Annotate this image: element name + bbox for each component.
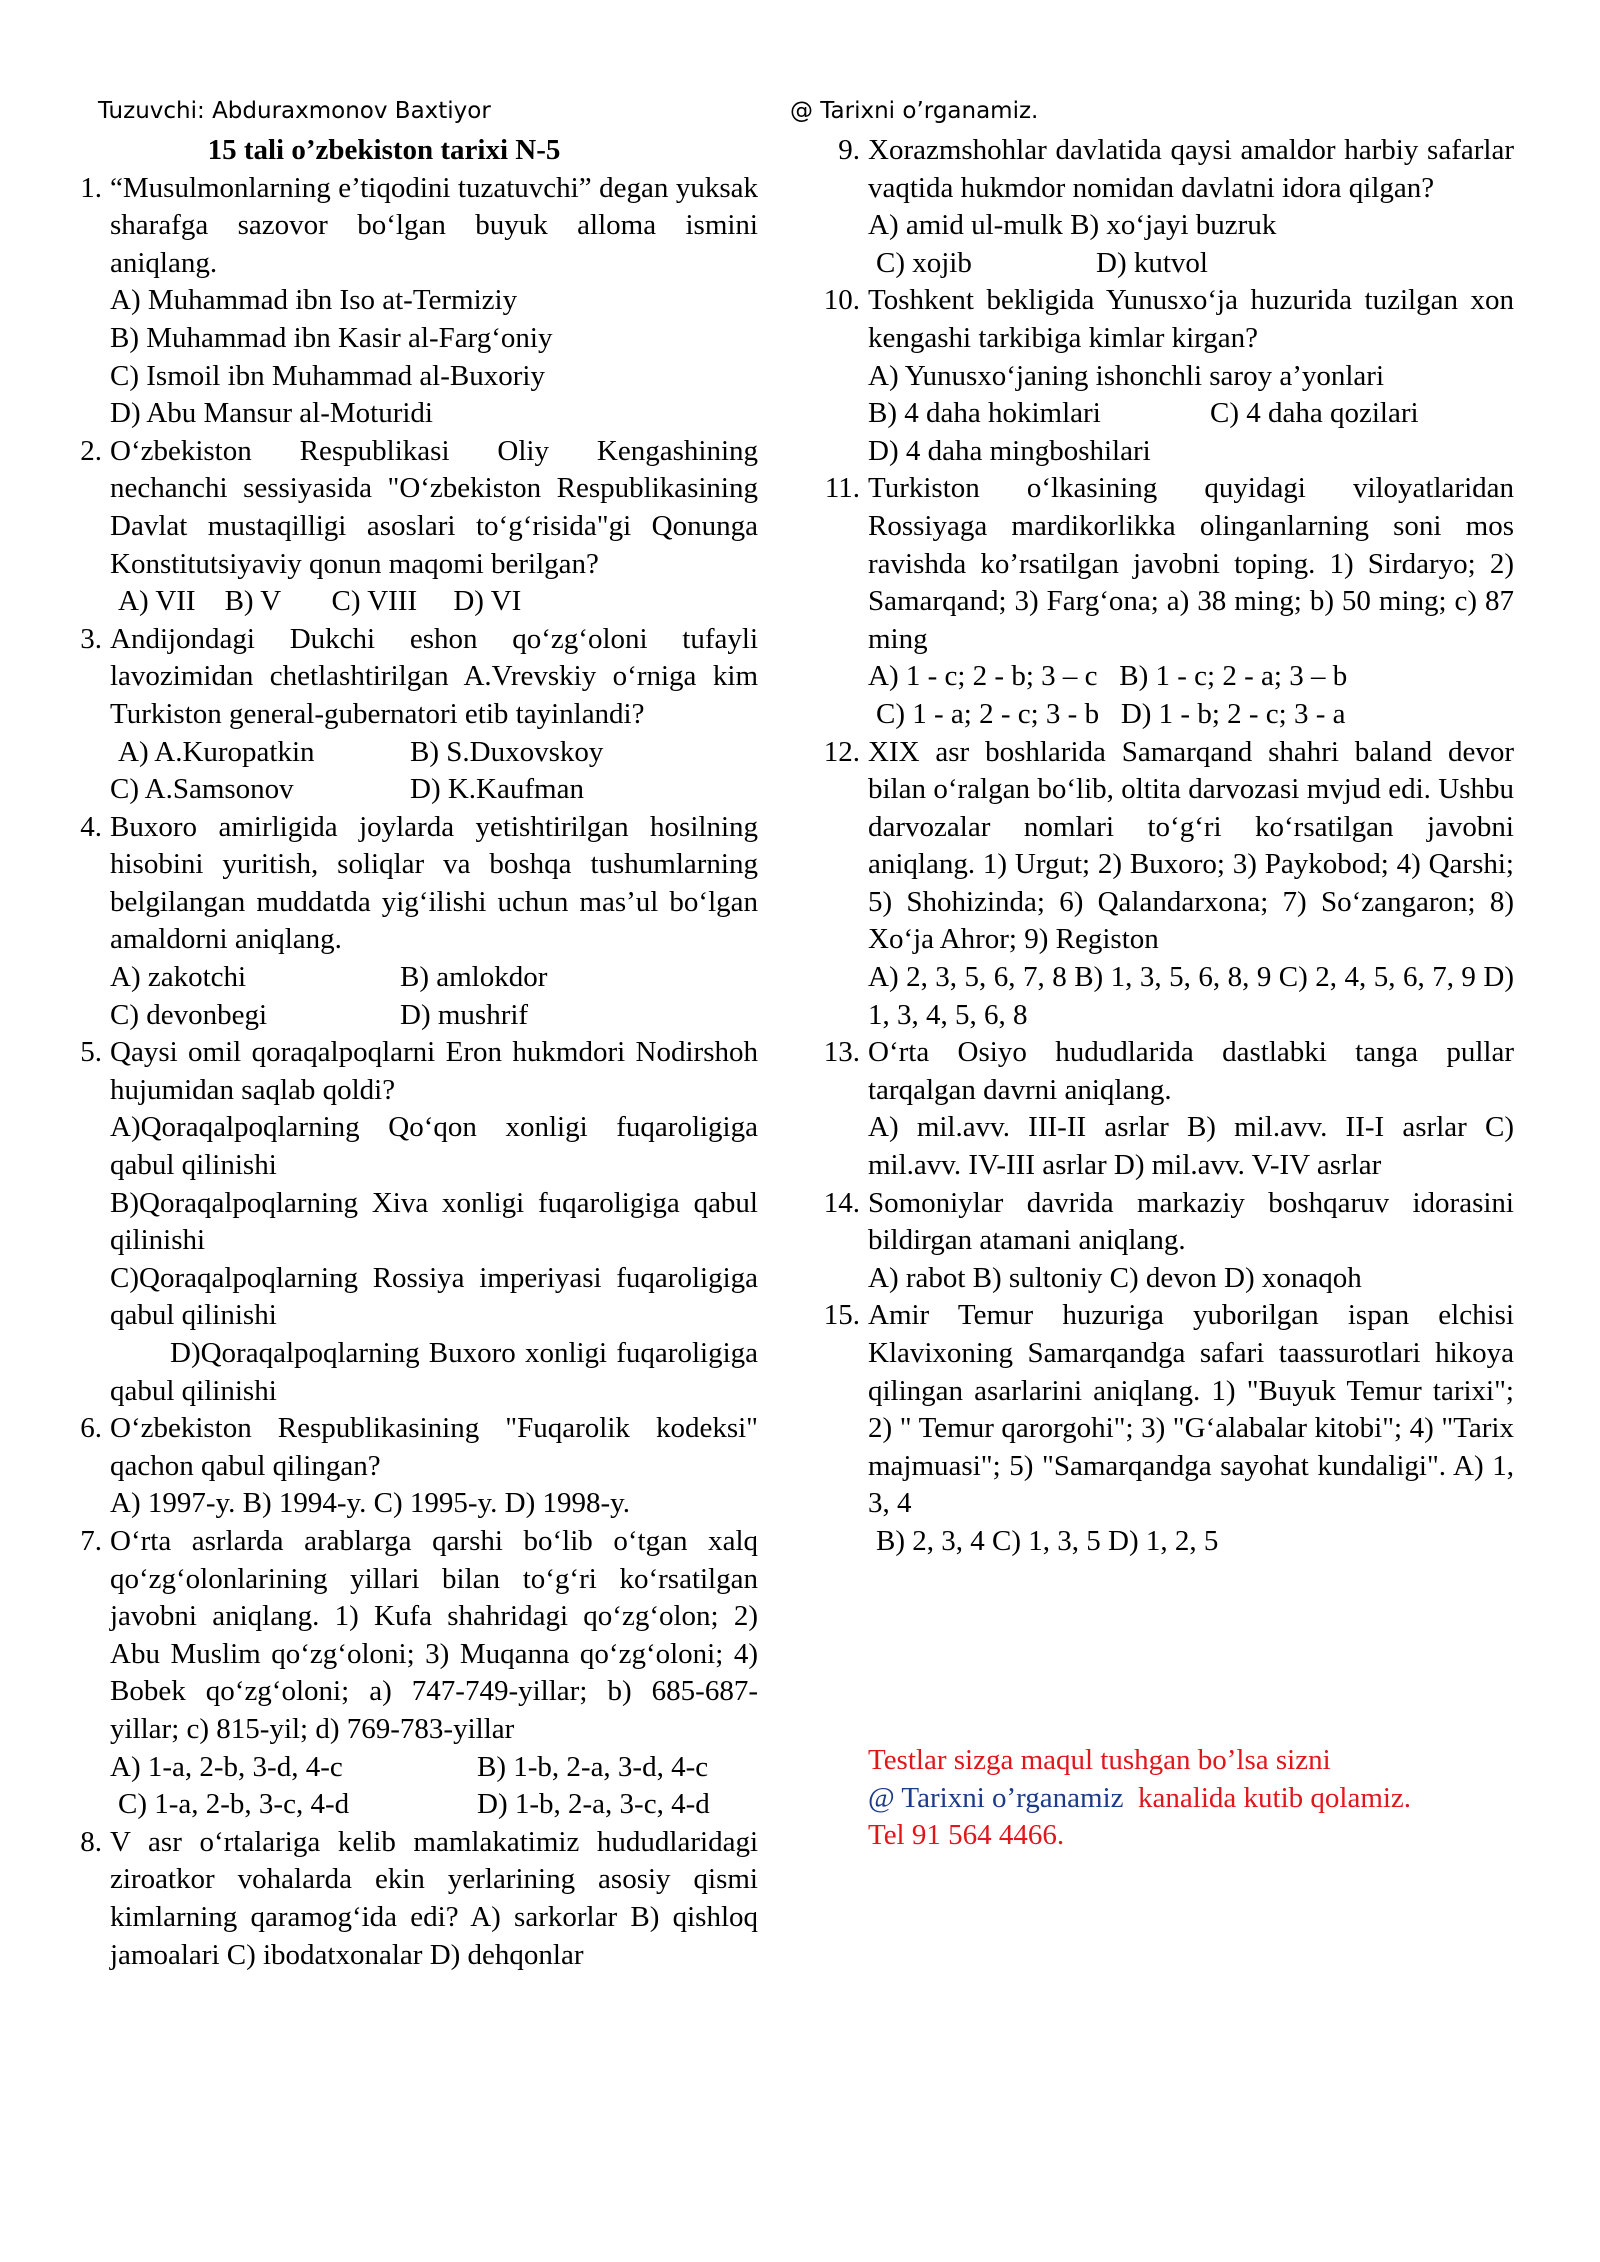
option: C) xojib — [876, 246, 972, 279]
promo-text: kanalida kutib qolamiz. — [1123, 1781, 1412, 1814]
option: D)Qoraqalpoqlarning Buxoro xonligi fuqaroligiga qabul qilinishi — [110, 1337, 758, 1407]
question-number: 5. — [80, 1036, 102, 1069]
question-15 — [818, 1297, 1514, 1560]
question-text: Andijondagi Dukchi eshon qo‘zg‘oloni tufayli lavozimidan chetlashtirilgan A.Vrevskiy o‘rniga kim Turkiston general-gubernatori etib tayinlandi? — [110, 622, 758, 730]
option: A) 2, 3, 5, 6, 7, 8 B) 1, 3, 5, 6, 8, 9 C) 2, 4, 5, 6, 7, 9 D) 1, 3, 4, 5, 6, 8 — [868, 961, 1514, 1031]
option: C) 1 - a; 2 - c; 3 - b D) 1 - b; 2 - c; 3 - a — [876, 697, 1346, 730]
question-number: 11. — [824, 472, 860, 505]
option: C)Qoraqalpoqlarning Rossiya imperiyasi fuqaroligiga qabul qilinishi — [110, 1261, 758, 1332]
option: C) 4 daha qozilari — [1210, 397, 1419, 430]
option: D) kutvol — [1096, 246, 1208, 279]
question-number: 2. — [80, 434, 102, 467]
promo-line: Testlar sizga maqul tushgan bo’lsa sizni — [868, 1744, 1331, 1776]
option: B) 2, 3, 4 C) 1, 3, 5 D) 1, 2, 5 — [876, 1524, 1219, 1557]
question-text: V asr o‘rtalariga kelib mamlakatimiz hududlaridagi ziroatkor vohalarda ekin yerlarining asosiy qismi kimlarning qaramog‘ida edi? A) sarkorlar B) qishloq jamoalari C) ibodatxonalar D) dehqonlar — [110, 1825, 758, 1971]
question-text: Buxoro amirligida joylarda yetishtirilgan hosilning hisobini yuritish, soliqlar va boshqa tushumlarning belgilangan muddatda yig‘ilishi uchun mas’ul bo‘lgan amaldorni aniqlang. — [110, 810, 758, 956]
question-number: 9. — [838, 134, 860, 166]
option: D) Abu Mansur al-Moturidi — [110, 397, 433, 430]
option: C) 1-a, 2-b, 3-c, 4-d — [118, 1788, 350, 1821]
channel-header: @ Tarixni o’rganamiz. — [790, 98, 1039, 124]
option: C) Ismoil ibn Muhammad al-Buxoriy — [110, 359, 545, 392]
question-number: 7. — [80, 1524, 102, 1557]
option: D) K.Kaufman — [410, 773, 584, 806]
question-text: Turkiston o‘lkasining quyidagi viloyatlaridan Rossiyaga mardikorlikka olinganlarning soni mos ravishda ko’rsatilgan javobni toping. 1) Sirdaryo; 2) Samarqand; 3) Farg‘ona; a) 38 ming; b) 50 ming; c) 87 ming — [868, 472, 1514, 655]
question-text: O‘rta Osiyo hududlarida dastlabki tanga pullar tarqalgan davrni aniqlang. — [868, 1036, 1514, 1106]
option: B) S.Duxovskoy — [410, 735, 604, 768]
option: A) 1997-y. B) 1994-y. C) 1995-y. D) 1998-y. — [110, 1487, 631, 1520]
question-7 — [60, 1523, 758, 1824]
question-number: 1. — [80, 171, 102, 204]
option: A) VII B) V C) VIII D) VI — [118, 585, 522, 618]
question-text: Xorazmshohlar davlatida qaysi amaldor harbiy safarlar vaqtida hukmdor nomidan davlatni idora qilgan? — [868, 134, 1514, 204]
question-text: Somoniylar davrida markaziy boshqaruv idorasini bildirgan atamani aniqlang. — [868, 1186, 1514, 1257]
option: D) mushrif — [400, 998, 529, 1031]
question-number: 10. — [823, 284, 860, 317]
option: B) amlokdor — [400, 961, 548, 994]
option: A)Qoraqalpoqlarning Qo‘qon xonligi fuqaroligiga qabul qilinishi — [110, 1111, 758, 1182]
promo-line — [868, 1780, 1411, 1818]
question-text: XIX asr boshlarida Samarqand shahri baland devor bilan o‘ralgan bo‘lib, oltita darvozasi mvjud edi. Ushbu darvozalar nomlari to‘g‘ri ko‘rsatilgan javobni aniqlang. 1) Urgut; 2) Buxoro; 3) Paykobod; 4) Qarshi; 5) Shohizinda; 6) Qalandarxona; 7) So‘zangaron; 8) Xo‘ja Ahror; 9) Registon — [868, 735, 1514, 956]
question-number: 12. — [823, 735, 860, 768]
option: B) 4 daha hokimlari — [868, 397, 1101, 430]
option: C) devonbegi — [110, 998, 268, 1031]
question-12 — [818, 734, 1514, 1035]
option: A) Yunusxo‘janing ishonchli saroy a’yonlari — [868, 359, 1384, 392]
author-line: Tuzuvchi: Abduraxmonov Baxtiyor — [98, 98, 491, 124]
left-column — [60, 132, 758, 1974]
question-text: O‘zbekiston Respublikasi Oliy Kengashining nechanchi sessiyasida "O‘zbekiston Respublikasining Davlat mustaqilligi asoslari to‘g‘risida"gi Qonunga Konstitutsiyaviy qonun maqomi berilgan? — [110, 434, 758, 580]
option: A) Muhammad ibn Iso at-Termiziy — [110, 284, 518, 317]
question-text: O‘zbekiston Respublikasining "Fuqarolik kodeksi" qachon qabul qilingan? — [110, 1412, 758, 1482]
question-9 — [818, 132, 1514, 282]
question-number: 4. — [80, 810, 102, 843]
option: C) A.Samsonov — [110, 773, 294, 806]
question-number: 15. — [823, 1299, 860, 1332]
question-3 — [60, 621, 758, 809]
option: B)Qoraqalpoqlarning Xiva xonligi fuqaroligiga qabul qilinishi — [110, 1186, 758, 1257]
option: B) 1-b, 2-a, 3-d, 4-c — [477, 1750, 709, 1783]
question-8 — [60, 1824, 758, 1974]
right-column — [818, 132, 1514, 1561]
question-number: 6. — [80, 1412, 102, 1445]
option: A) rabot B) sultoniy C) devon D) xonaqoh — [868, 1261, 1362, 1294]
question-text: Toshkent bekligida Yunusxo‘ja huzurida tuzilgan xon kengashi tarkibiga kimlar kirgan? — [868, 284, 1514, 354]
question-number: 3. — [80, 622, 102, 655]
option: B) Muhammad ibn Kasir al-Farg‘oniy — [110, 321, 553, 354]
option: A) mil.avv. III-II asrlar B) mil.avv. II-I asrlar C) mil.avv. IV-III asrlar D) mil.avv. V-IV asrlar — [868, 1111, 1514, 1182]
question-text: “Musulmonlarning e’tiqodini tuzatuvchi” degan yuksak sharafga sazovor bo‘lgan buyuk alloma ismini aniqlang. — [110, 171, 758, 279]
question-10 — [818, 282, 1514, 470]
question-text: O‘rta asrlarda arablarga qarshi bo‘lib o‘tgan xalq qo‘zg‘olonlarining yillari bilan to‘g‘ri ko‘rsatilgan javobni aniqlang. 1) Kufa shahridagi qo‘zg‘olon; 2) Abu Muslim qo‘zg‘oloni; 3) Muqanna qo‘zg‘oloni; 4) Bobek qo‘zg‘oloni; a) 747-749-yillar; b) 685-687-yillar; c) 815-yil; d) 769-783-yillar — [110, 1524, 758, 1745]
option: A) zakotchi — [110, 961, 247, 994]
channel-link[interactable]: @ Tarixni o’rganamiz — [868, 1781, 1124, 1814]
option: A) A.Kuropatkin — [118, 735, 315, 768]
question-2 — [60, 433, 758, 621]
question-13 — [818, 1034, 1514, 1184]
promo-footer — [868, 1742, 1411, 1855]
question-4 — [60, 809, 758, 1035]
question-5 — [60, 1034, 758, 1410]
option: A) 1-a, 2-b, 3-d, 4-c — [110, 1750, 343, 1783]
question-number: 13. — [823, 1036, 860, 1069]
question-14 — [818, 1185, 1514, 1298]
option: D) 4 daha mingboshilari — [868, 434, 1151, 467]
question-text: Amir Temur huzuriga yuborilgan ispan elchisi Klavixoning Samarqandga safari taassurotlari hikoya qilingan asarlarini aniqlang. 1) "Buyuk Temur tarixi"; 2) " Temur qarorgohi"; 3) "G‘alabalar kitobi"; 4) "Tarix majmuasi"; 5) "Samarqandga sayohat kundaligi". A) 1, 3, 4 — [868, 1299, 1514, 1520]
option: A) 1 - c; 2 - b; 3 – c B) 1 - c; 2 - a; 3 – b — [868, 660, 1348, 693]
option: D) 1-b, 2-a, 3-c, 4-d — [477, 1788, 710, 1821]
phone-number: Tel 91 564 4466. — [868, 1819, 1065, 1852]
option: A) amid ul-mulk B) xo‘jayi buzruk — [868, 209, 1277, 242]
question-1 — [60, 170, 758, 433]
question-number: 14. — [823, 1186, 860, 1219]
question-6 — [60, 1410, 758, 1523]
question-number: 8. — [80, 1825, 102, 1858]
question-text: Qaysi omil qoraqalpoqlarni Eron hukmdori Nodirshoh hujumidan saqlab qoldi? — [110, 1036, 758, 1106]
page-title: 15 tali o’zbekiston tarixi N-5 — [207, 134, 561, 166]
question-11 — [818, 470, 1514, 733]
